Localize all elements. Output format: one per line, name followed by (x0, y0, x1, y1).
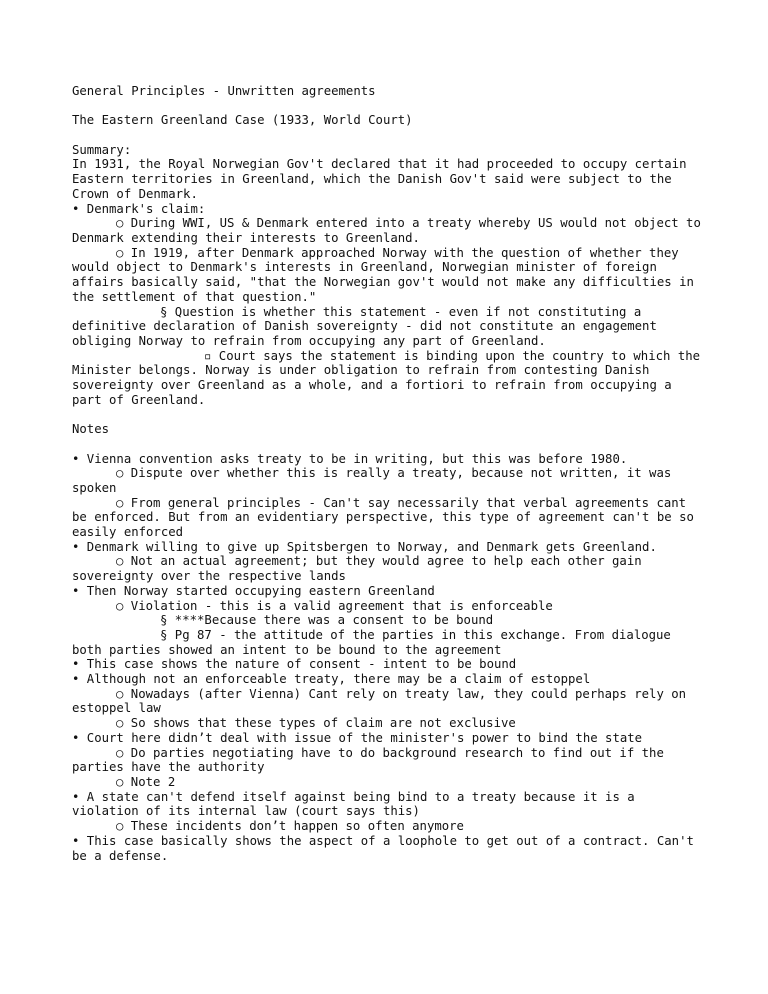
summary-item: • Denmark's claim: (72, 201, 206, 216)
notes-item: ○ Dispute over whether this is really a treaty, because not written, it was spoken (72, 466, 679, 495)
notes-label: Notes (72, 422, 110, 437)
notes-item: ○ Do parties negotiating have to do background research to find out if the parties have the authority (72, 745, 672, 775)
notes-item: ○ Nowadays (after Vienna) Cant rely on treaty law, they could perhaps rely on estoppel law (72, 686, 694, 716)
notes-item: ○ Violation - this is a valid agreement that is enforceable (116, 598, 553, 613)
blank-line (72, 407, 702, 422)
notes-item: • A state can't defend itself against being bind to a treaty because it is a violation of its internal law (court says this) (72, 789, 643, 819)
notes-item: ○ Note 2 (116, 774, 176, 789)
summary-item: ○ During WWI, US & Denmark entered into a treaty whereby US would not object to Denmark extending their interests to Greenland. (72, 216, 709, 245)
document-heading: General Principles - Unwritten agreements (72, 84, 376, 98)
notes-item: • Then Norway started occupying eastern Greenland (72, 583, 435, 598)
notes-item: § Pg 87 - the attitude of the parties in this exchange. From dialogue both parties showed an intent to be bound to the agreement (72, 627, 679, 657)
notes-item: • This case basically shows the aspect of a loophole to get out of a contract. Can't be a defense. (72, 833, 702, 863)
notes-item: • This case shows the nature of consent - intent to be bound (72, 657, 517, 672)
summary-item: ○ In 1919, after Denmark approached Norway with the question of whether they would object to Denmark's interests in Greenland, Norwegian minister of foreign affairs basically said, "that the Norwegian gov't would not make any difficulties in the settlement of that question." (72, 245, 702, 304)
blank-line (72, 128, 702, 143)
blank-line (72, 437, 702, 452)
notes-item: ○ These incidents don’t happen so often anymore (116, 819, 464, 834)
notes-item: ○ From general principles - Can't say necessarily that verbal agreements cant be enforced. But from an evidentiary perspective, this type of agreement can't be so easily enforced (72, 495, 702, 540)
summary-item: § Question is whether this statement - even if not constituting a definitive declaration of Danish sovereignty - did not constitute an engagement obliging Norway to refrain from occupying any part of Greenland. (72, 304, 665, 348)
document-page (72, 84, 709, 863)
case-title: The Eastern Greenland Case (1933, World Court) (72, 113, 413, 128)
notes-item: • Court here didn’t deal with issue of the minister's power to bind the state (72, 730, 643, 745)
summary-label: Summary: (72, 142, 132, 157)
notes-item: ○ Not an actual agreement; but they would agree to help each other gain sovereignty over the respective lands (72, 554, 650, 584)
summary-item: ▫ Court says the statement is binding upon the country to which the Minister belongs. Norway is under obligation to refrain from contesting Danish sovereignty over Greenland as a whole, and a fortiori to refrain from occupying a part of Greenland. (72, 348, 708, 407)
notes-list (72, 452, 702, 864)
blank-line (72, 99, 702, 114)
notes-item: • Although not an enforceable treaty, there may be a claim of estoppel (72, 672, 591, 687)
summary-text: In 1931, the Royal Norwegian Gov't declared that it had proceeded to occupy certain Eastern territories in Greenland, which the Danish Gov't said were subject to the Crown of Denmark. (72, 157, 694, 201)
notes-item: ○ So shows that these types of claim are not exclusive (116, 716, 516, 731)
notes-item: • Denmark willing to give up Spitsbergen to Norway, and Denmark gets Greenland. (72, 539, 657, 554)
notes-item: § ****Because there was a consent to be bound (160, 613, 494, 628)
summary-list (72, 201, 709, 408)
notes-item: • Vienna convention asks treaty to be in writing, but this was before 1980. (72, 451, 628, 466)
